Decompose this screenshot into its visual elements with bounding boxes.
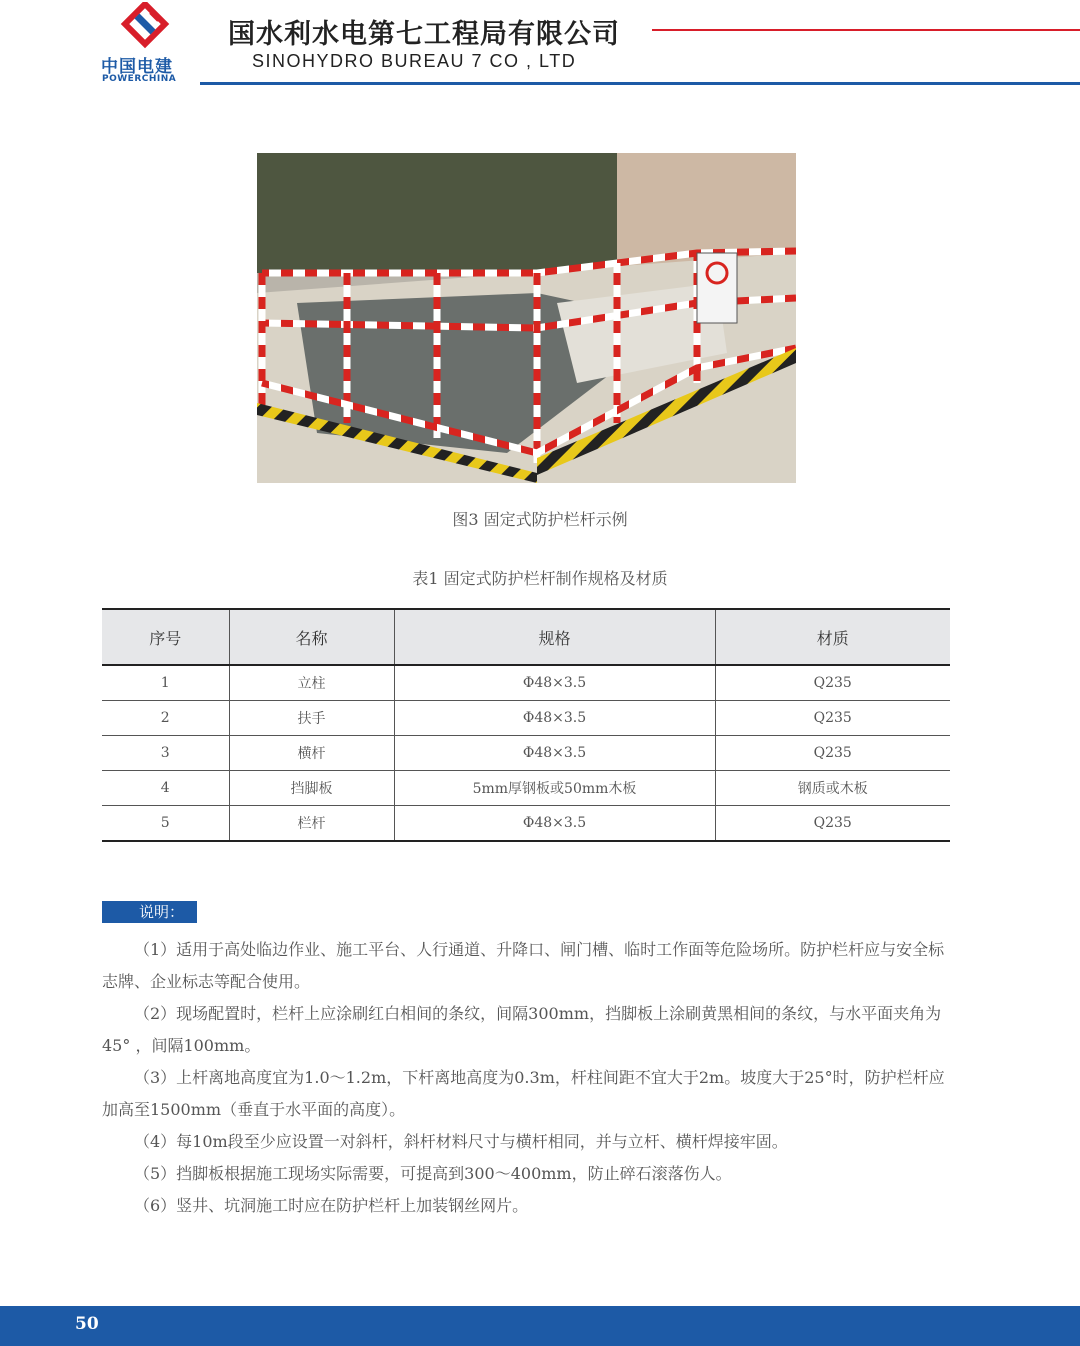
table-cell: 1	[102, 665, 229, 701]
page-footer	[0, 1306, 1080, 1346]
table-cell: Φ48×3.5	[394, 665, 715, 701]
page-number: 50	[75, 1314, 99, 1334]
note-item: （1）适用于高处临边作业、施工平台、人行通道、升降口、闸门槽、临时工作面等危险场所。防护栏杆应与安全标志牌、企业标志等配合使用。	[102, 940, 945, 991]
table-cell: Q235	[715, 806, 950, 842]
table-cell: 4	[102, 771, 229, 806]
table-cell: Φ48×3.5	[394, 806, 715, 842]
note-item: （6）竖井、坑洞施工时应在防护栏杆上加装钢丝网片。	[134, 1196, 529, 1215]
header-blue-rule	[200, 82, 1080, 85]
table-cell: 栏杆	[229, 806, 394, 842]
figure-caption: 图3 固定式防护栏杆示例	[452, 510, 628, 529]
company-name-chinese: 国水利水电第七工程局有限公司	[228, 19, 620, 50]
table-cell: 3	[102, 736, 229, 771]
logo-english-text: POWERCHINA	[102, 74, 177, 84]
notes-label: 说明：	[102, 901, 197, 923]
table-cell: 5mm厚钢板或50mm木板	[394, 771, 715, 806]
table-row	[102, 736, 950, 771]
page-header	[0, 0, 1080, 95]
table-cell: 钢质或木板	[715, 771, 950, 806]
table-row	[102, 806, 950, 842]
table-header-row	[102, 609, 950, 665]
spec-table	[102, 608, 950, 842]
table-cell: 扶手	[229, 701, 394, 736]
column-header: 序号	[102, 609, 229, 665]
guardrail-photo	[257, 153, 796, 483]
table-cell: Φ48×3.5	[394, 736, 715, 771]
table-cell: Q235	[715, 701, 950, 736]
table-cell: 5	[102, 806, 229, 842]
column-header: 材质	[715, 609, 950, 665]
company-name-english: SINOHYDRO BUREAU 7 CO , LTD	[252, 51, 577, 71]
note-item: （5）挡脚板根据施工现场实际需要，可提高到300～400mm，防止碎石滚落伤人。	[134, 1164, 732, 1183]
table-cell: 立柱	[229, 665, 394, 701]
table-cell: 横杆	[229, 736, 394, 771]
table-row	[102, 701, 950, 736]
note-item: （4）每10m段至少应设置一对斜杆，斜杆材料尺寸与横杆相同，并与立杆、横杆焊接牢固。	[134, 1132, 788, 1151]
table-cell: Q235	[715, 736, 950, 771]
table-cell: Q235	[715, 665, 950, 701]
note-item: （3）上杆离地高度宜为1.0～1.2m，下杆离地高度为0.3m，杆柱间距不宜大于2m。坡度大于25°时，防护栏杆应加高至1500mm（垂直于水平面的高度）。	[102, 1068, 945, 1119]
table-caption: 表1 固定式防护栏杆制作规格及材质	[412, 569, 668, 588]
table-cell: 挡脚板	[229, 771, 394, 806]
logo-chinese-text: 中国电建	[101, 57, 173, 77]
notes-body	[102, 934, 952, 1222]
table-cell: Φ48×3.5	[394, 701, 715, 736]
table-cell: 2	[102, 701, 229, 736]
column-header: 规格	[394, 609, 715, 665]
note-item: （2）现场配置时，栏杆上应涂刷红白相间的条纹，间隔300mm，挡脚板上涂刷黄黑相间的条纹，与水平面夹角为45° ，间隔100mm。	[102, 1004, 942, 1055]
header-red-rule	[652, 29, 1080, 31]
table-row	[102, 771, 950, 806]
column-header: 名称	[229, 609, 394, 665]
table-row	[102, 665, 950, 701]
